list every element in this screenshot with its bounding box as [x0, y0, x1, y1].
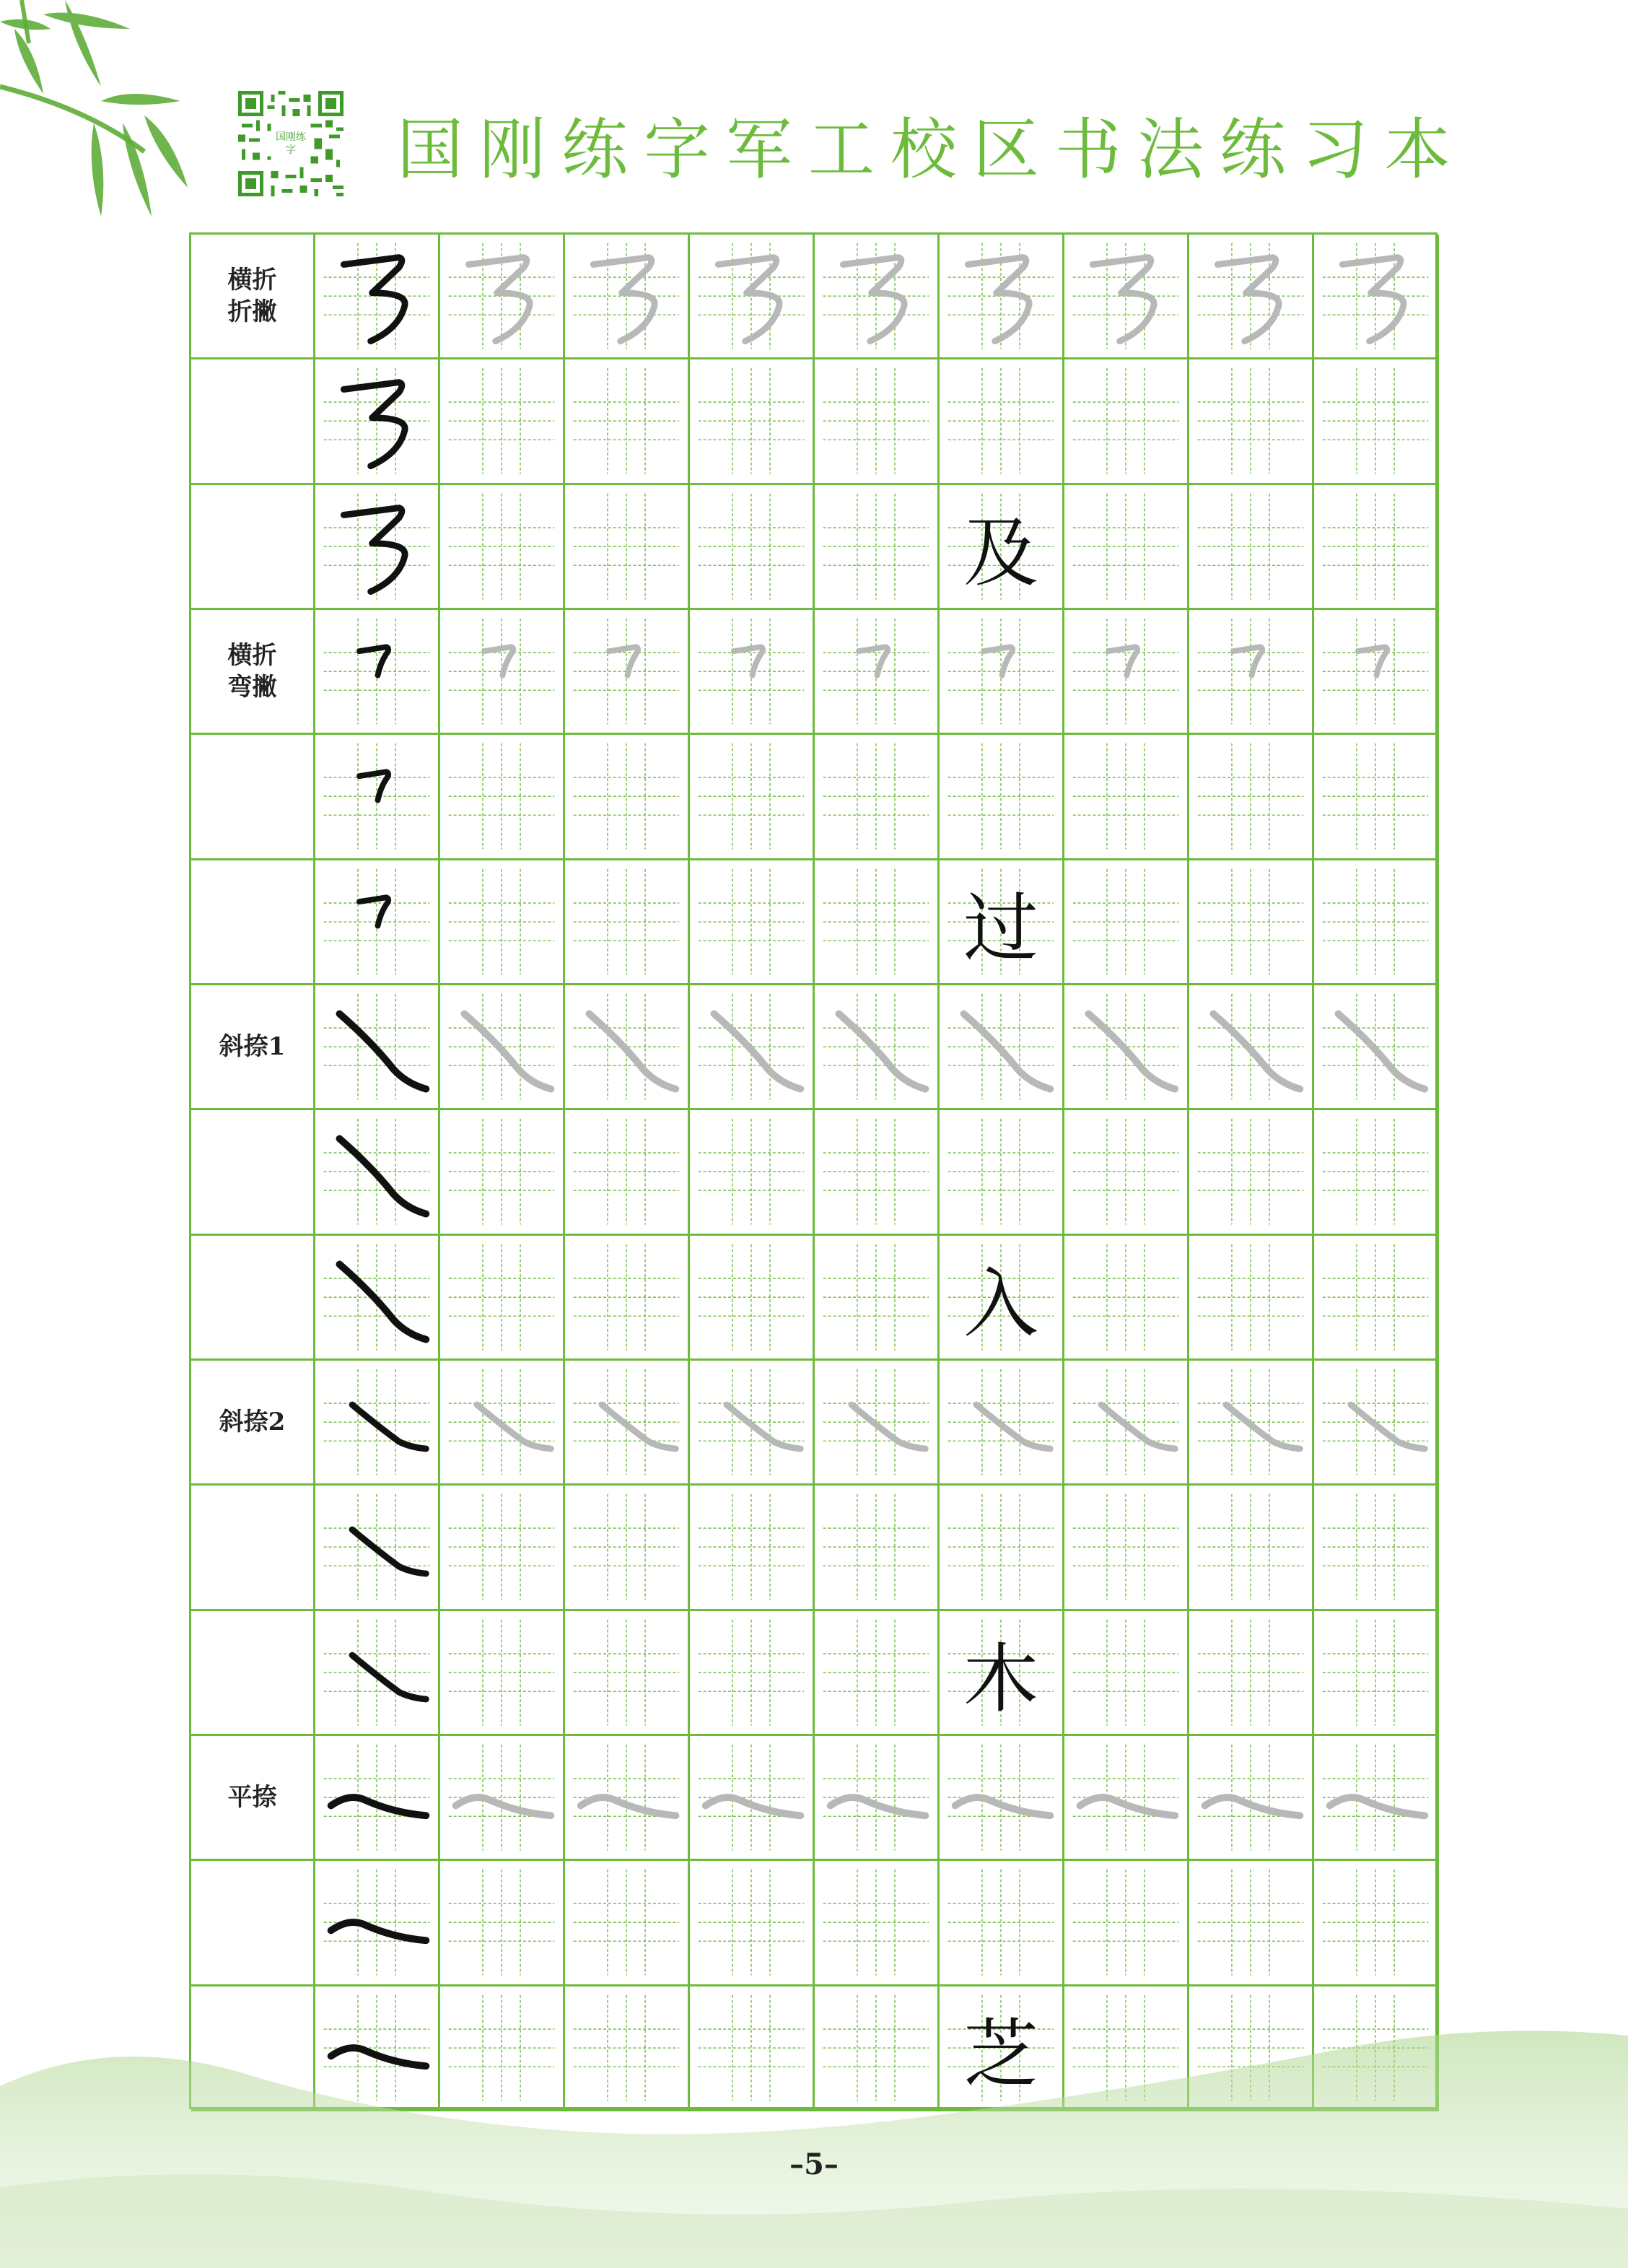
- trace-stroke: [1314, 985, 1437, 1108]
- grid-guide-lines: [565, 1486, 688, 1608]
- practice-cell[interactable]: [1189, 1110, 1314, 1235]
- trace-stroke: [940, 1736, 1062, 1859]
- practice-cell[interactable]: [940, 1361, 1064, 1486]
- stroke-name-label: 横折 折撇: [227, 266, 277, 327]
- practice-cell[interactable]: [815, 485, 940, 610]
- practice-cell[interactable]: [1314, 985, 1439, 1110]
- trace-stroke: [1064, 1361, 1187, 1483]
- trace-stroke: [1189, 1736, 1312, 1859]
- practice-cell[interactable]: [315, 1236, 440, 1361]
- row-label-cell: [191, 610, 315, 735]
- practice-cell[interactable]: [440, 860, 565, 985]
- row-label-cell: [191, 1611, 315, 1736]
- grid-guide-lines: [1064, 359, 1187, 482]
- practice-cell[interactable]: [1314, 860, 1439, 985]
- practice-cell[interactable]: [690, 485, 815, 610]
- trace-stroke: [440, 1736, 563, 1859]
- practice-cell[interactable]: [315, 1861, 440, 1986]
- practice-cell[interactable]: [690, 735, 815, 860]
- example-character: 木: [963, 1634, 1038, 1723]
- grid-guide-lines: [565, 1611, 688, 1734]
- practice-cell[interactable]: [565, 1236, 690, 1361]
- practice-cell[interactable]: [565, 359, 690, 484]
- grid-guide-lines: [690, 1861, 813, 1984]
- practice-cell[interactable]: [315, 610, 440, 735]
- grid-guide-lines: [690, 1236, 813, 1358]
- grid-guide-lines: [1189, 1861, 1312, 1984]
- trace-stroke: [1064, 1736, 1187, 1859]
- trace-stroke: [1314, 1736, 1437, 1859]
- practice-cell[interactable]: [315, 1361, 440, 1486]
- practice-cell[interactable]: [690, 1611, 815, 1736]
- qr-caption: 国刚练字: [276, 131, 306, 156]
- trace-stroke: [440, 235, 563, 357]
- practice-cell[interactable]: [315, 1611, 440, 1736]
- trace-stroke: [1314, 1361, 1437, 1483]
- grid-guide-lines: [690, 1486, 813, 1608]
- practice-cell[interactable]: [1064, 1236, 1189, 1361]
- grid-guide-lines: [815, 735, 937, 858]
- practice-cell[interactable]: [940, 985, 1064, 1110]
- practice-cell[interactable]: [1314, 610, 1439, 735]
- practice-cell[interactable]: [1314, 1611, 1439, 1736]
- model-stroke: [315, 860, 438, 983]
- row-label-cell: [191, 235, 315, 359]
- practice-cell[interactable]: [940, 235, 1064, 359]
- grid-guide-lines: [690, 1611, 813, 1734]
- practice-cell[interactable]: [440, 610, 565, 735]
- grid-guide-lines: [1064, 1486, 1187, 1608]
- practice-cell[interactable]: [1064, 1110, 1189, 1235]
- grid-guide-lines: [815, 485, 937, 608]
- stroke-name-label: 斜捺1: [219, 1032, 286, 1062]
- trace-stroke: [815, 985, 937, 1108]
- practice-cell[interactable]: [440, 1110, 565, 1235]
- practice-cell[interactable]: [815, 860, 940, 985]
- practice-cell[interactable]: [940, 485, 1064, 610]
- practice-cell[interactable]: [1314, 485, 1439, 610]
- trace-stroke: [565, 1361, 688, 1483]
- grid-guide-lines: [690, 359, 813, 482]
- practice-cell[interactable]: [440, 1361, 565, 1486]
- practice-cell[interactable]: [315, 985, 440, 1110]
- practice-cell[interactable]: [1064, 610, 1189, 735]
- grid-guide-lines: [690, 1110, 813, 1233]
- qr-code[interactable]: [238, 91, 343, 196]
- practice-cell[interactable]: [815, 359, 940, 484]
- trace-stroke: [815, 610, 937, 733]
- grid-guide-lines: [940, 1486, 1062, 1608]
- practice-cell[interactable]: [815, 1110, 940, 1235]
- practice-cell[interactable]: [690, 1236, 815, 1361]
- practice-cell[interactable]: [1189, 235, 1314, 359]
- model-stroke: [315, 485, 438, 608]
- practice-cell[interactable]: [1314, 1861, 1439, 1986]
- practice-cell[interactable]: [565, 985, 690, 1110]
- practice-cell[interactable]: [690, 860, 815, 985]
- practice-cell[interactable]: [1064, 1736, 1189, 1861]
- grid-guide-lines: [815, 1861, 937, 1984]
- grid-guide-lines: [440, 485, 563, 608]
- trace-stroke: [940, 985, 1062, 1108]
- practice-cell[interactable]: [315, 1486, 440, 1610]
- trace-stroke: [1189, 235, 1312, 357]
- practice-cell[interactable]: [440, 735, 565, 860]
- trace-stroke: [690, 1736, 813, 1859]
- grid-guide-lines: [1189, 1110, 1312, 1233]
- practice-cell[interactable]: [815, 1611, 940, 1736]
- practice-cell[interactable]: [1189, 735, 1314, 860]
- grid-guide-lines: [1064, 485, 1187, 608]
- row-label-cell: [191, 735, 315, 860]
- grid-guide-lines: [815, 359, 937, 482]
- practice-cell[interactable]: [1189, 1861, 1314, 1986]
- practice-cell[interactable]: [815, 610, 940, 735]
- grid-guide-lines: [1064, 1861, 1187, 1984]
- practice-cell[interactable]: [440, 985, 565, 1110]
- grid-guide-lines: [815, 860, 937, 983]
- practice-cell[interactable]: [440, 1236, 565, 1361]
- practice-cell[interactable]: [940, 860, 1064, 985]
- practice-cell[interactable]: [1189, 485, 1314, 610]
- practice-cell[interactable]: [940, 359, 1064, 484]
- practice-grid: [189, 232, 1437, 2109]
- practice-cell[interactable]: [1314, 235, 1439, 359]
- grid-guide-lines: [1189, 1611, 1312, 1734]
- trace-stroke: [1314, 610, 1437, 733]
- grid-guide-lines: [1314, 1486, 1437, 1608]
- practice-cell[interactable]: [940, 610, 1064, 735]
- model-stroke: [315, 359, 438, 482]
- model-stroke: [315, 1486, 438, 1608]
- practice-cell[interactable]: [815, 1736, 940, 1861]
- practice-cell[interactable]: [440, 1486, 565, 1610]
- grid-guide-lines: [1314, 1611, 1437, 1734]
- practice-cell[interactable]: [1189, 1236, 1314, 1361]
- stroke-name-label: 平捺: [227, 1783, 277, 1813]
- practice-cell[interactable]: [1189, 860, 1314, 985]
- practice-cell[interactable]: [1064, 235, 1189, 359]
- practice-cell[interactable]: [440, 1611, 565, 1736]
- model-stroke: [315, 1361, 438, 1483]
- model-stroke: [315, 1861, 438, 1984]
- model-stroke: [315, 735, 438, 858]
- trace-stroke: [1314, 235, 1437, 357]
- trace-stroke: [940, 1361, 1062, 1483]
- practice-cell[interactable]: [1064, 735, 1189, 860]
- trace-stroke: [690, 1361, 813, 1483]
- stroke-name-label: 横折 弯撇: [227, 641, 277, 702]
- grid-guide-lines: [440, 860, 563, 983]
- trace-stroke: [815, 235, 937, 357]
- grid-guide-lines: [565, 1861, 688, 1984]
- grid-guide-lines: [940, 735, 1062, 858]
- page-number: –5–: [789, 2147, 839, 2181]
- grid-guide-lines: [440, 735, 563, 858]
- practice-cell[interactable]: [315, 1736, 440, 1861]
- practice-cell[interactable]: [565, 235, 690, 359]
- practice-cell[interactable]: [690, 985, 815, 1110]
- grid-guide-lines: [815, 1611, 937, 1734]
- practice-cell[interactable]: [690, 1486, 815, 1610]
- practice-cell[interactable]: [315, 485, 440, 610]
- trace-stroke: [815, 1736, 937, 1859]
- practice-cell[interactable]: [1314, 1361, 1439, 1486]
- practice-cell[interactable]: [690, 1361, 815, 1486]
- practice-cell[interactable]: [1189, 610, 1314, 735]
- grid-guide-lines: [690, 860, 813, 983]
- grid-guide-lines: [1189, 359, 1312, 482]
- practice-cell[interactable]: [565, 1486, 690, 1610]
- practice-cell[interactable]: [1064, 1486, 1189, 1610]
- practice-cell[interactable]: [440, 1861, 565, 1986]
- row-label-cell: [191, 1110, 315, 1235]
- grid-guide-lines: [940, 1861, 1062, 1984]
- practice-cell[interactable]: [1064, 1361, 1189, 1486]
- practice-cell[interactable]: [940, 1611, 1064, 1736]
- practice-cell[interactable]: [1189, 1361, 1314, 1486]
- grid-guide-lines: [565, 485, 688, 608]
- trace-stroke: [1189, 610, 1312, 733]
- practice-cell[interactable]: [315, 860, 440, 985]
- grid-guide-lines: [1314, 735, 1437, 858]
- practice-cell[interactable]: [565, 1361, 690, 1486]
- grid-guide-lines: [565, 1236, 688, 1358]
- grid-guide-lines: [1064, 1611, 1187, 1734]
- trace-stroke: [565, 235, 688, 357]
- example-character: 及: [963, 508, 1038, 597]
- grid-guide-lines: [565, 359, 688, 482]
- grid-guide-lines: [1314, 359, 1437, 482]
- practice-cell[interactable]: [940, 1736, 1064, 1861]
- practice-cell[interactable]: [1064, 1611, 1189, 1736]
- row-label-cell: [191, 1736, 315, 1861]
- row-label-cell: [191, 985, 315, 1110]
- practice-cell[interactable]: [565, 1110, 690, 1235]
- example-character: 入: [963, 1259, 1038, 1348]
- grid-guide-lines: [440, 1110, 563, 1233]
- practice-cell[interactable]: [940, 735, 1064, 860]
- practice-cell[interactable]: [690, 1736, 815, 1861]
- row-label-cell: [191, 1361, 315, 1486]
- practice-cell[interactable]: [1314, 1236, 1439, 1361]
- trace-stroke: [815, 1361, 937, 1483]
- model-stroke: [315, 235, 438, 357]
- model-stroke: [315, 1236, 438, 1358]
- grid-guide-lines: [1189, 860, 1312, 983]
- example-character: 过: [963, 884, 1038, 972]
- practice-cell[interactable]: [315, 1110, 440, 1235]
- grid-guide-lines: [690, 735, 813, 858]
- grid-guide-lines: [565, 860, 688, 983]
- grid-guide-lines: [1314, 860, 1437, 983]
- grid-guide-lines: [1064, 860, 1187, 983]
- practice-cell[interactable]: [315, 235, 440, 359]
- practice-cell[interactable]: [315, 359, 440, 484]
- practice-cell[interactable]: [815, 1236, 940, 1361]
- practice-cell[interactable]: [690, 359, 815, 484]
- bamboo-decoration: [0, 0, 216, 238]
- practice-cell[interactable]: [940, 1861, 1064, 1986]
- trace-stroke: [940, 235, 1062, 357]
- grid-guide-lines: [815, 1486, 937, 1608]
- grid-guide-lines: [1064, 1110, 1187, 1233]
- trace-stroke: [690, 610, 813, 733]
- practice-cell[interactable]: [440, 485, 565, 610]
- row-label-cell: [191, 1236, 315, 1361]
- grid-guide-lines: [1314, 1861, 1437, 1984]
- grid-guide-lines: [565, 735, 688, 858]
- grid-guide-lines: [440, 1486, 563, 1608]
- grid-guide-lines: [690, 485, 813, 608]
- trace-stroke: [565, 985, 688, 1108]
- practice-cell[interactable]: [440, 235, 565, 359]
- grid-guide-lines: [815, 1110, 937, 1233]
- grid-guide-lines: [815, 1236, 937, 1358]
- practice-cell[interactable]: [940, 1236, 1064, 1361]
- practice-cell[interactable]: [440, 1736, 565, 1861]
- trace-stroke: [1064, 985, 1187, 1108]
- trace-stroke: [440, 985, 563, 1108]
- grid-guide-lines: [440, 359, 563, 482]
- grid-guide-lines: [1064, 735, 1187, 858]
- trace-stroke: [690, 985, 813, 1108]
- practice-cell[interactable]: [690, 1861, 815, 1986]
- trace-stroke: [1189, 1361, 1312, 1483]
- trace-stroke: [440, 1361, 563, 1483]
- practice-cell[interactable]: [1189, 1486, 1314, 1610]
- model-stroke: [315, 1110, 438, 1233]
- practice-cell[interactable]: [815, 1861, 940, 1986]
- practice-cell[interactable]: [565, 1861, 690, 1986]
- practice-cell[interactable]: [565, 1736, 690, 1861]
- grid-guide-lines: [1189, 485, 1312, 608]
- page-title: 国刚练字军工校区书法练习本: [397, 111, 1467, 188]
- practice-cell[interactable]: [815, 1361, 940, 1486]
- hills-decoration: [0, 2007, 1628, 2268]
- practice-cell[interactable]: [565, 485, 690, 610]
- trace-stroke: [1064, 610, 1187, 733]
- row-label-cell: [191, 860, 315, 985]
- grid-guide-lines: [1189, 1486, 1312, 1608]
- practice-cell[interactable]: [815, 1486, 940, 1610]
- grid-guide-lines: [1314, 1236, 1437, 1358]
- practice-cell[interactable]: [315, 735, 440, 860]
- grid-guide-lines: [940, 359, 1062, 482]
- trace-stroke: [565, 610, 688, 733]
- practice-cell[interactable]: [1314, 1736, 1439, 1861]
- practice-cell[interactable]: [1189, 359, 1314, 484]
- trace-stroke: [940, 610, 1062, 733]
- practice-cell[interactable]: [815, 985, 940, 1110]
- practice-cell[interactable]: [815, 235, 940, 359]
- row-label-cell: [191, 1486, 315, 1610]
- practice-cell[interactable]: [690, 235, 815, 359]
- practice-cell[interactable]: [1189, 1736, 1314, 1861]
- practice-cell[interactable]: [440, 359, 565, 484]
- practice-cell[interactable]: [690, 610, 815, 735]
- row-label-cell: [191, 485, 315, 610]
- practice-cell[interactable]: [1189, 985, 1314, 1110]
- trace-stroke: [690, 235, 813, 357]
- grid-guide-lines: [440, 1236, 563, 1358]
- row-label-cell: [191, 359, 315, 484]
- grid-guide-lines: [1314, 1110, 1437, 1233]
- practice-cell[interactable]: [690, 1110, 815, 1235]
- practice-cell[interactable]: [1189, 1611, 1314, 1736]
- trace-stroke: [440, 610, 563, 733]
- trace-stroke: [1189, 985, 1312, 1108]
- grid-guide-lines: [940, 1110, 1062, 1233]
- practice-cell[interactable]: [940, 1486, 1064, 1610]
- practice-cell[interactable]: [1314, 1486, 1439, 1610]
- practice-cell[interactable]: [565, 1611, 690, 1736]
- practice-cell[interactable]: [1064, 485, 1189, 610]
- model-stroke: [315, 610, 438, 733]
- practice-cell[interactable]: [1064, 860, 1189, 985]
- practice-cell[interactable]: [565, 610, 690, 735]
- grid-guide-lines: [440, 1861, 563, 1984]
- row-label-cell: [191, 1861, 315, 1986]
- practice-cell[interactable]: [565, 860, 690, 985]
- grid-guide-lines: [1064, 1236, 1187, 1358]
- practice-cell[interactable]: [1314, 359, 1439, 484]
- grid-guide-lines: [1189, 735, 1312, 858]
- trace-stroke: [565, 1736, 688, 1859]
- grid-guide-lines: [565, 1110, 688, 1233]
- practice-cell[interactable]: [815, 735, 940, 860]
- practice-cell[interactable]: [1064, 359, 1189, 484]
- model-stroke: [315, 985, 438, 1108]
- practice-cell[interactable]: [940, 1110, 1064, 1235]
- model-stroke: [315, 1611, 438, 1734]
- grid-guide-lines: [440, 1611, 563, 1734]
- example-character: 芝: [963, 2010, 1038, 2098]
- practice-cell[interactable]: [1314, 735, 1439, 860]
- trace-stroke: [1064, 235, 1187, 357]
- grid-guide-lines: [1314, 485, 1437, 608]
- practice-cell[interactable]: [1314, 1110, 1439, 1235]
- model-stroke: [315, 1736, 438, 1859]
- practice-cell[interactable]: [1064, 985, 1189, 1110]
- stroke-name-label: 斜捺2: [219, 1408, 286, 1437]
- grid-guide-lines: [1189, 1236, 1312, 1358]
- practice-cell[interactable]: [565, 735, 690, 860]
- practice-cell[interactable]: [1064, 1861, 1189, 1986]
